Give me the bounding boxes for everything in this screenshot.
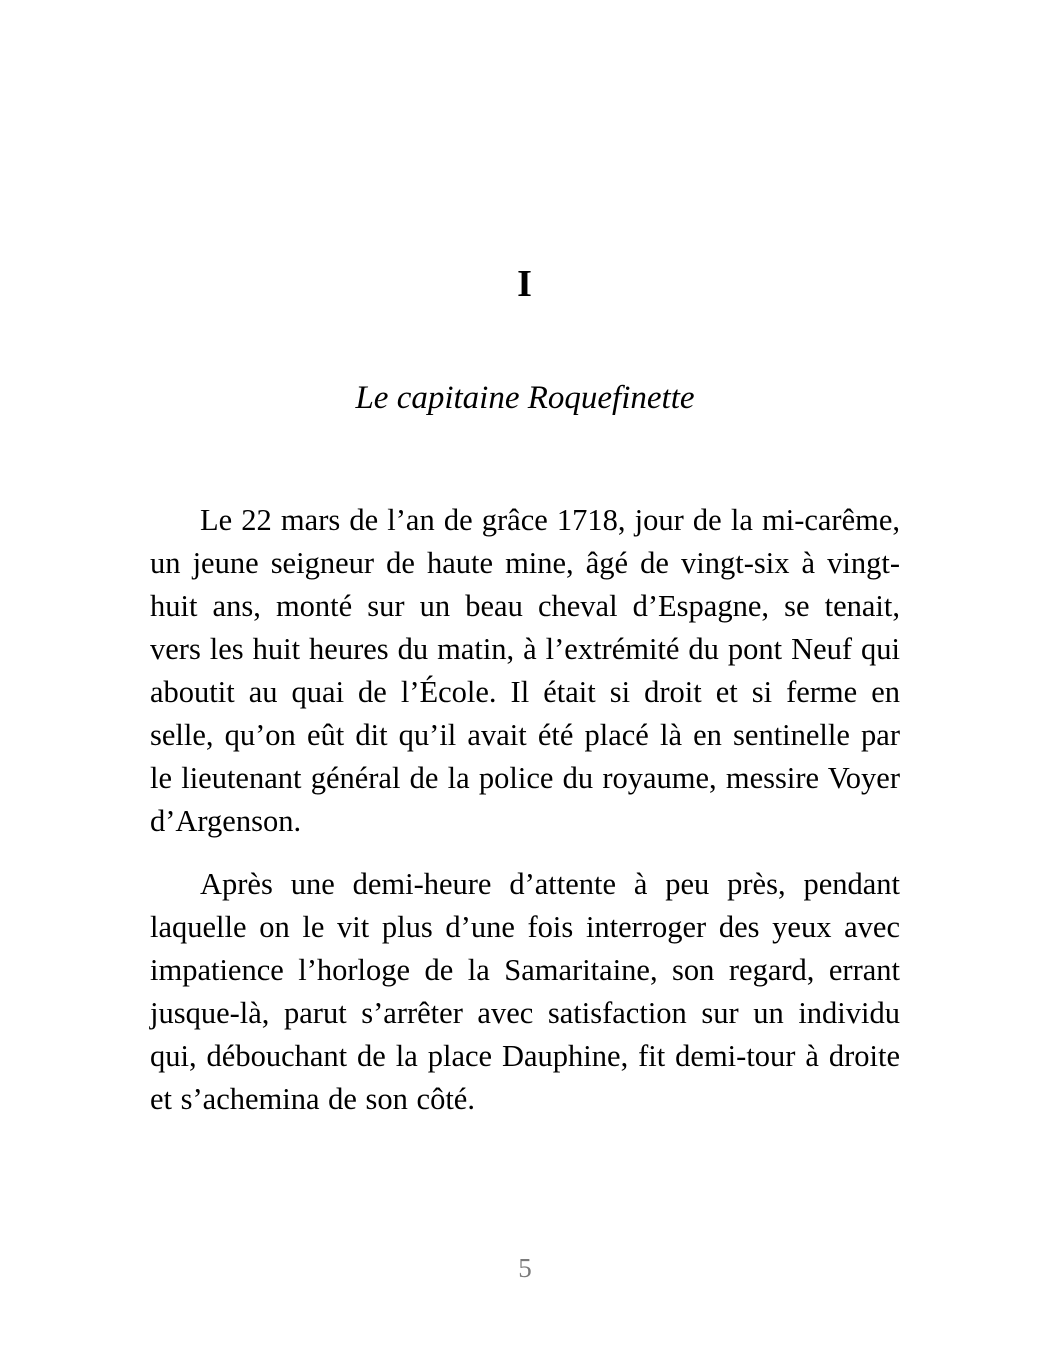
page-number: 5	[518, 1253, 532, 1283]
chapter-title: Le capitaine Roquefinette	[355, 380, 695, 416]
paragraph: Après une demi-heure d’attente à peu près, pendant laquelle on le vit plus d’une fois interroger des yeux avec impatience l’horloge de la Samaritaine, son regard, errant jusque-là, parut s’arrêter avec satisfaction sur un individu qui, débouchant de la place Dauphine, fit demi-tour à droite et s’achemina de son côté.	[150, 867, 900, 1116]
chapter-number: I	[517, 263, 533, 305]
paragraph: Le 22 mars de l’an de grâce 1718, jour de la mi-carême, un jeune seigneur de haute mine, âgé de vingt-six à vingt-huit ans, monté sur un beau cheval d’Espagne, se tenait, vers les huit heures du matin, à l’extrémité du pont Neuf qui aboutit au quai de l’École. Il était si droit et si ferme en selle, qu’on eût dit qu’il avait été placé là en sentinelle par le lieutenant général de la police du royaume, messire Voyer d’Argenson.	[150, 503, 900, 838]
body-text	[150, 417, 900, 1121]
